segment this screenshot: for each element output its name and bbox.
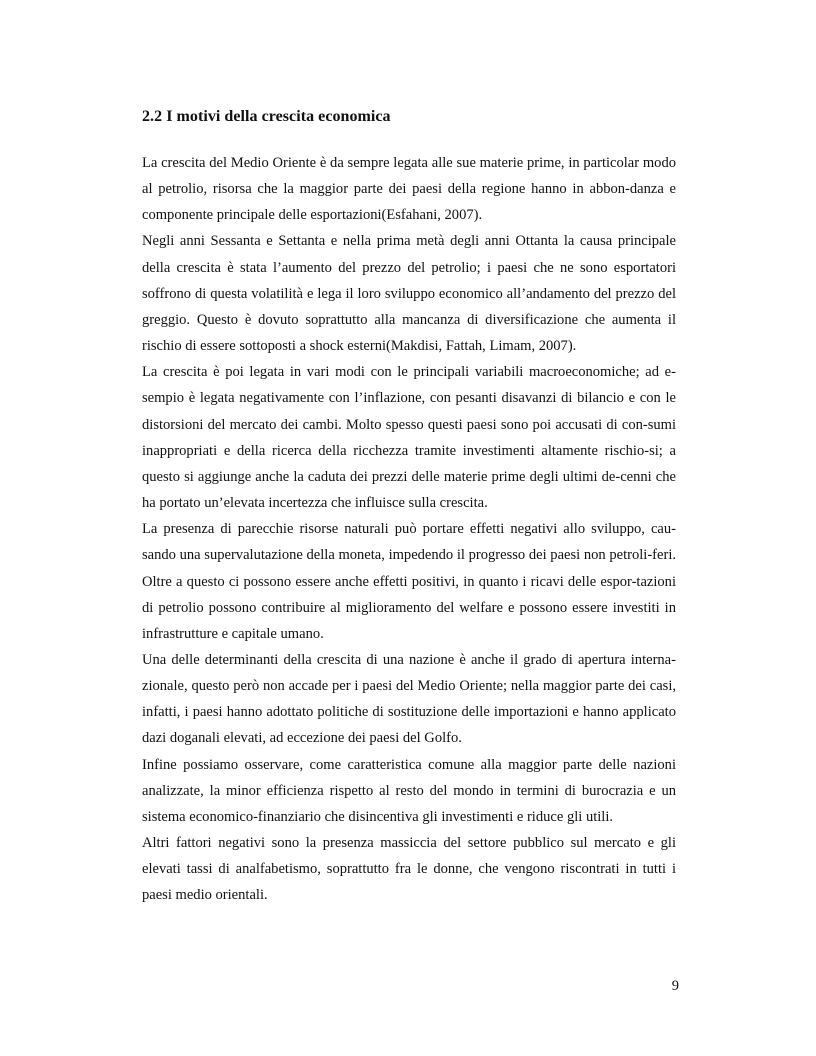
paragraph-5: Una delle determinanti della crescita di una nazione è anche il grado di apertura interna-zionale, questo però non accade per i paesi del Medio Oriente; nella maggior parte dei casi, infatti, i paesi hanno adottato politiche di sostituzione delle importazioni e hanno applicato dazi doganali elevati, ad eccezione dei paesi del Golfo. bbox=[142, 651, 676, 747]
paragraph-4: La presenza di parecchie risorse naturali può portare effetti negativi allo sviluppo, cau-sando una supervalutazione della moneta, impedendo il progresso dei paesi non petroli-feri. Oltre a questo ci possono essere anche effetti positivi, in quanto i ricavi delle espor-tazioni di petrolio possono contribuire al miglioramento del welfare e possono essere investiti in infrastrutture e capitale umano. bbox=[142, 521, 676, 642]
paragraph-7: Altri fattori negativi sono la presenza massiccia del settore pubblico sul mercato e gli elevati tassi di analfabetismo, soprattutto fra le donne, che vengono riscontrati in tutti i paesi medio orientali. bbox=[142, 835, 676, 904]
paragraph-6: Infine possiamo osservare, come caratteristica comune alla maggior parte delle nazioni analizzate, la minor efficienza rispetto al resto del mondo in termini di burocrazia e un sistema economico-finanziario che disincentiva gli investimenti e riduce gli utili. bbox=[142, 756, 676, 825]
body-text bbox=[142, 150, 676, 909]
page-number: 9 bbox=[671, 978, 679, 994]
paragraph-3: La crescita è poi legata in vari modi con le principali variabili macroeconomiche; ad e-sempio è legata negativamente con l’inflazione, con pesanti disavanzi di bilancio e con le distorsioni del mercato dei cambi. Molto spesso questi paesi sono poi accusati di con-sumi inappropriati e della ricerca della ricchezza tramite investimenti altamente rischio-si; a questo si aggiunge anche la caduta dei prezzi delle materie prime degli ultimi de-cenni che ha portato un’elevata incertezza che influisce sulla crescita. bbox=[142, 364, 676, 512]
paragraph-1: La crescita del Medio Oriente è da sempre legata alle sue materie prime, in particolar modo al petrolio, risorsa che la maggior parte dei paesi della regione hanno in abbon-danza e componente principale delle esportazioni(Esfahani, 2007). bbox=[142, 155, 676, 224]
paragraph-2: Negli anni Sessanta e Settanta e nella prima metà degli anni Ottanta la causa principale della crescita è stata l’aumento del prezzo del petrolio; i paesi che ne sono esportatori soffrono di questa volatilità e lega il loro sviluppo economico all’andamento del prezzo del greggio. Questo è dovuto soprattutto alla mancanza di diversificazione che aumenta il rischio di essere sottoposti a shock esterni(Makdisi, Fattah, Limam, 2007). bbox=[142, 233, 676, 355]
section-title: 2.2 I motivi della crescita economica bbox=[142, 108, 391, 125]
